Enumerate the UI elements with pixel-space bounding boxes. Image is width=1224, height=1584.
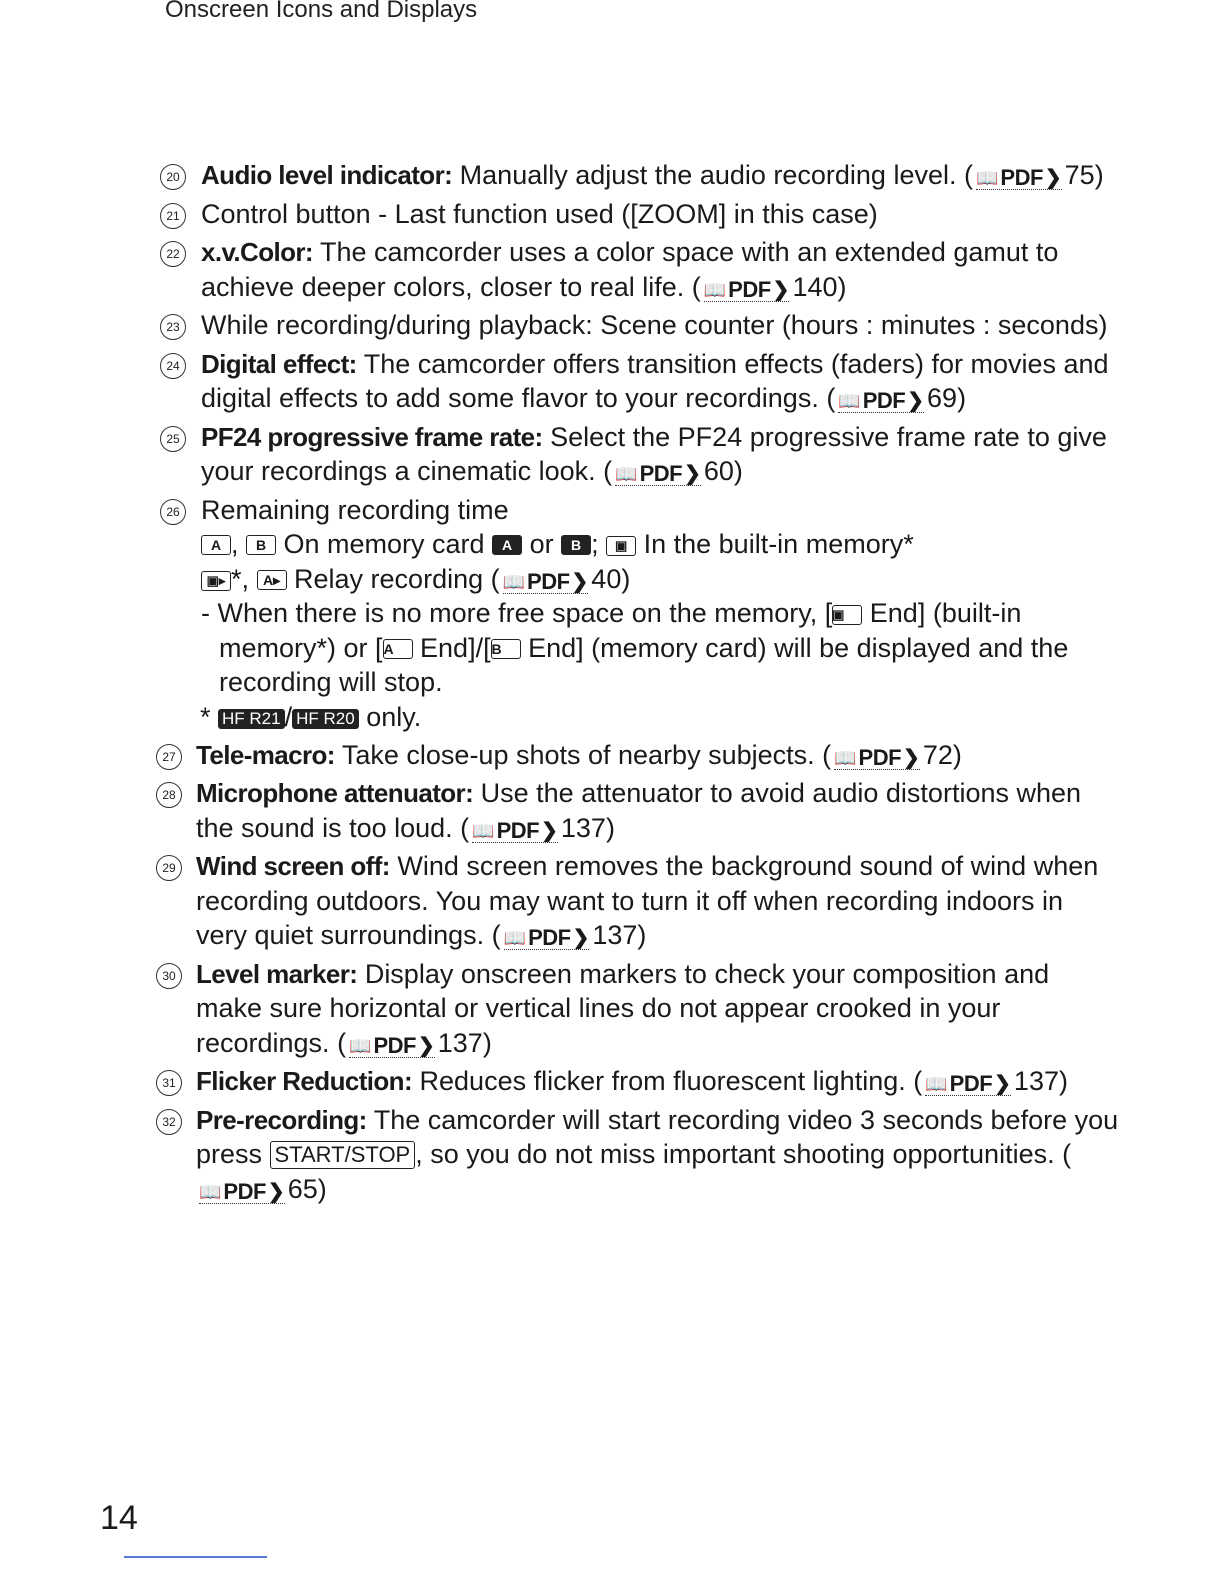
chevron-right-icon: ❯	[684, 463, 701, 485]
card-a-relay-icon: A▸	[257, 570, 287, 590]
list-item-remaining-recording-time	[160, 493, 1120, 734]
chevron-right-icon: ❯	[571, 570, 589, 593]
item-term: Audio level indicator:	[201, 160, 453, 190]
book-icon: 📖	[503, 928, 527, 948]
memory-card-line: A , B On memory card A or B ; ▣ In the built-in memory*	[160, 527, 1120, 562]
item-text-continued: , so you do not miss important shooting opportunities. (	[415, 1139, 1072, 1169]
chevron-right-icon: ❯	[903, 746, 920, 769]
item-text: Manually adjust the audio recording level. (	[452, 160, 973, 190]
item-text: Reduces flicker from fluorescent lighting. (	[412, 1066, 923, 1096]
pdf-reference-link[interactable]: 📖 PDF ❯	[703, 276, 790, 302]
item-number: 23	[160, 314, 186, 340]
list-item-wind-screen-off: 29 Wind screen off: Wind screen removes the background sound of wind when recording outdoors. You may want to turn it off when recording indoors in very quiet surroundings. ( 📖 PDF ❯ 137)	[160, 849, 1120, 953]
card-a-icon: A	[383, 639, 413, 659]
item-number: 21	[160, 203, 186, 229]
memory-card-b-icon: B	[561, 535, 591, 555]
item-number: 29	[156, 855, 182, 881]
page-ref: 137	[437, 1027, 483, 1058]
pdf-reference-link[interactable]: 📖 PDF ❯	[349, 1032, 435, 1058]
item-text: Display onscreen markers to check your composition and make sure horizontal or vertical lines do not appear crooked in your recordings. (	[196, 958, 1050, 1058]
list-item-flicker-reduction: 31 Flicker Reduction: Reduces flicker from fluorescent lighting. ( 📖 PDF ❯ 137)	[160, 1064, 1120, 1099]
chevron-right-icon: ❯	[541, 819, 558, 842]
list-item-audio-level-indicator: 20 Audio level indicator: Manually adjust the audio recording level. ( 📖 PDF ❯ 75)	[160, 158, 1120, 193]
book-icon: 📖	[834, 747, 857, 768]
item-term: x.v.Color:	[201, 237, 313, 267]
item-number: 32	[156, 1109, 182, 1135]
built-in-memory-icon: ▣	[832, 605, 862, 625]
built-in-memory-icon: ▣	[606, 536, 636, 556]
item-text: The camcorder offers transition effects (faders) for movies and digital effects to add some flavor to your recordings. (	[201, 348, 1109, 413]
chevron-right-icon: ❯	[1044, 167, 1062, 189]
item-text: Use the attenuator to avoid audio distortions when the sound is too loud. (	[196, 778, 1082, 843]
page-ref: 137	[592, 920, 638, 950]
pdf-reference-link[interactable]: 📖 PDF ❯	[502, 568, 589, 594]
book-icon: 📖	[925, 1074, 948, 1094]
list-item-control-button	[160, 197, 1120, 232]
page-ref: 69	[927, 383, 958, 413]
item-term: Wind screen off:	[196, 851, 390, 881]
list-item-xv-color: 22 x.v.Color: The camcorder uses a color space with an extended gamut to achieve deeper colors, closer to real life. ( 📖 PDF ❯ 140)	[160, 235, 1120, 304]
item-term: PF24 progressive frame rate:	[201, 421, 543, 452]
memory-relay-icon: ▣▸	[201, 571, 231, 591]
card-a-icon: A	[201, 535, 231, 555]
start-stop-key: START/STOP	[270, 1141, 416, 1169]
page-ref: 40	[591, 563, 622, 594]
memory-card-a-icon: A	[492, 535, 522, 555]
list-item-tele-macro: 27 Tele-macro: Take close-up shots of nearby subjects. ( 📖 PDF ❯ 72)	[160, 738, 1120, 773]
footer-divider	[124, 1556, 267, 1558]
pdf-reference-link[interactable]: 📖 PDF ❯	[925, 1071, 1011, 1096]
list-item-level-marker: 30 Level marker: Display onscreen markers to check your composition and make sure horizontal or vertical lines do not appear crooked in your recordings. ( 📖 PDF ❯ 137)	[160, 957, 1120, 1061]
item-number: 27	[156, 744, 182, 770]
list-item-pf24: 25 PF24 progressive frame rate: Select the PF24 progressive frame rate to give your recordings a cinematic look. ( 📖 PDF ❯ 60)	[160, 420, 1120, 489]
chevron-right-icon: ❯	[417, 1034, 435, 1057]
item-term: Pre-recording:	[196, 1104, 367, 1135]
relay-recording-line: ▣▸ *, A▸ Relay recording ( 📖 PDF ❯ 40)	[160, 562, 1120, 597]
list-item-microphone-attenuator: 28 Microphone attenuator: Use the attenuator to avoid audio distortions when the sound is too loud. ( 📖 PDF ❯ 137)	[160, 776, 1120, 845]
item-term: Tele-macro:	[196, 739, 335, 770]
book-icon: 📖	[703, 279, 727, 300]
book-icon: 📖	[502, 571, 526, 592]
page-ref: 137	[1013, 1066, 1059, 1096]
list-item-scene-counter	[160, 308, 1120, 343]
item-number: 31	[156, 1070, 182, 1096]
model-badge-hfr21: HF R21	[218, 709, 285, 729]
item-number: 30	[156, 963, 182, 989]
item-number: 22	[160, 241, 186, 267]
pdf-reference-link[interactable]: 📖 PDF ❯	[503, 925, 590, 950]
item-term: Microphone attenuator:	[196, 778, 474, 808]
chevron-right-icon: ❯	[994, 1073, 1011, 1095]
book-icon: 📖	[615, 464, 638, 484]
item-number: 28	[156, 782, 182, 808]
book-icon: 📖	[349, 1035, 372, 1056]
page-header: Onscreen Icons and Displays	[165, 0, 478, 23]
page-ref: 75	[1064, 160, 1095, 190]
item-number: 24	[160, 353, 186, 379]
item-term: Flicker Reduction:	[196, 1066, 413, 1096]
page-ref: 60	[703, 456, 734, 486]
page-ref: 72	[922, 739, 953, 770]
book-icon: 📖	[975, 168, 999, 188]
chevron-right-icon: ❯	[267, 1180, 285, 1203]
list-item-pre-recording: 32 Pre-recording: The camcorder will start recording video 3 seconds before you press START/STOP , so you do not miss important shooting opportunities. ( 📖 PDF ❯ 65)	[160, 1103, 1120, 1207]
chevron-right-icon: ❯	[772, 278, 790, 301]
icon-description-list	[160, 158, 1120, 1210]
list-item-digital-effect: 24 Digital effect: The camcorder offers transition effects (faders) for movies and digital effects to add some flavor to your recordings. ( 📖 PDF ❯ 69)	[160, 347, 1120, 416]
pdf-reference-link[interactable]: 📖 PDF ❯	[199, 1178, 285, 1204]
item-number: 20	[160, 164, 186, 190]
pdf-reference-link[interactable]: 📖 PDF ❯	[975, 165, 1062, 190]
item-text: Remaining recording time	[201, 494, 509, 525]
pdf-reference-link[interactable]: 📖 PDF ❯	[838, 388, 925, 413]
chevron-right-icon: ❯	[907, 390, 925, 412]
page-number: 14	[100, 1499, 138, 1537]
book-icon: 📖	[838, 391, 861, 411]
item-text: The camcorder uses a color space with an extended gamut to achieve deeper colors, closer to real life. (	[201, 237, 1059, 302]
pdf-reference-link[interactable]: 📖 PDF ❯	[834, 744, 920, 770]
item-text: Select the PF24 progressive frame rate to give your recordings a cinematic look. (	[201, 421, 1107, 486]
pdf-reference-link[interactable]: 📖 PDF ❯	[472, 817, 558, 843]
book-icon: 📖	[472, 820, 495, 841]
model-footnote: * HF R21 / HF R20 only.	[200, 701, 422, 732]
page-ref: 140	[792, 271, 838, 302]
item-number: 26	[160, 499, 186, 525]
memory-end-note: - When there is no more free space on the memory, [▣ End] (built-in memory*) or [A End]/[B End] (memory card) will be displayed and the recording will stop.	[201, 598, 1069, 697]
pdf-reference-link[interactable]: 📖 PDF ❯	[615, 461, 701, 486]
item-number: 25	[160, 426, 186, 452]
item-term: Digital effect:	[201, 348, 357, 379]
card-b-icon: B	[491, 639, 521, 659]
item-text: Control button - Last function used ([ZOOM] in this case)	[201, 198, 878, 229]
page-ref: 137	[560, 812, 606, 843]
card-b-icon: B	[246, 535, 276, 555]
page-ref: 65	[287, 1173, 318, 1204]
chevron-right-icon: ❯	[572, 927, 590, 949]
item-text: The camcorder will start recording video 3 seconds before you press	[196, 1104, 1119, 1169]
item-term: Level marker:	[196, 958, 358, 989]
item-text: Take close-up shots of nearby subjects. (	[334, 739, 832, 770]
model-badge-hfr20: HF R20	[292, 709, 359, 729]
item-text: Wind screen removes the background sound of wind when recording outdoors. You may want to turn it off when recording indoors in very quiet surroundings. (	[196, 851, 1099, 950]
item-text: While recording/during playback: Scene counter (hours : minutes : seconds)	[201, 310, 1108, 340]
book-icon: 📖	[199, 1181, 222, 1202]
